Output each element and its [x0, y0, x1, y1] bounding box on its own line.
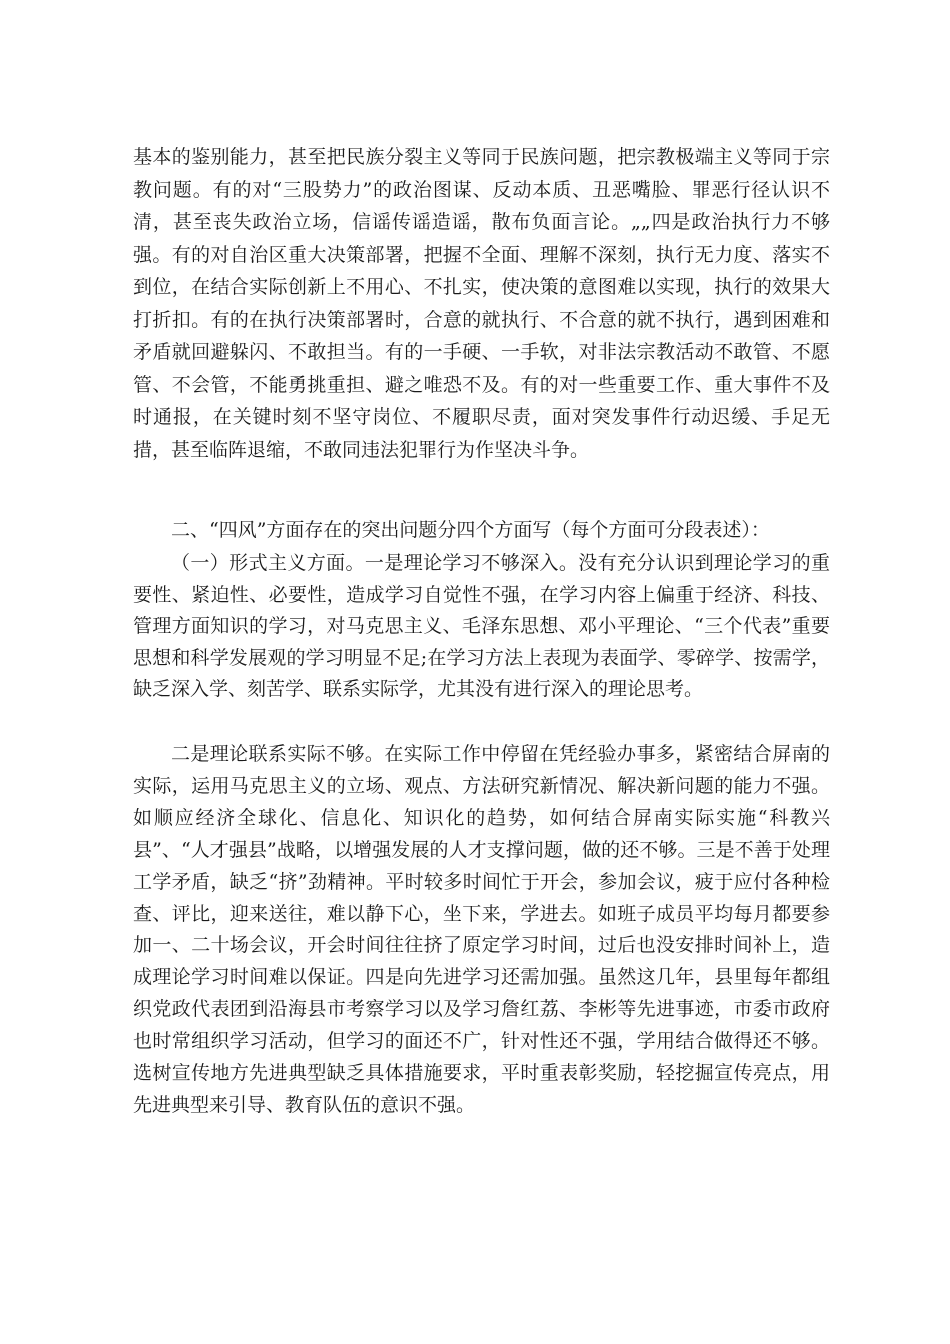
body-paragraph: （一）形式主义方面。一是理论学习不够深入。没有充分认识到理论学习的重要性、紧迫性、必要性，造成学习自觉性不强，在学习内容上偏重于经济、科技、管理方面知识的学习，对马克思主义、毛泽东思想、邓小平理论、“三个代表”重要思想和科学发展观的学习明显不足;在学习方法上表现为表面学、零碎学、按需学，缺乏深入学、刻苦学、联系实际学，尤其没有进行深入的理论思考。 — [133, 552, 830, 701]
section-heading: 二、“四风”方面存在的突出问题分四个方面写（每个方面可分段表述）： — [171, 519, 770, 541]
body-paragraph: 二是理论联系实际不够。在实际工作中停留在凭经验办事多，紧密结合屏南的实际，运用马克思主义的立场、观点、方法研究新情况、解决新问题的能力不强。如顺应经济全球化、信息化、知识化的趋势，如何结合屏南实际实施“科教兴县”、“人才强县”战略，以增强发展的人才支撑问题，做的还不够。三是不善于处理工学矛盾，缺乏“挤”劲精神。平时较多时间忙于开会，参加会议，疲于应付各种检查、评比，迎来送往，难以静下心，坐下来，学进去。如班子成员平均每月都要参加一、二十场会议，开会时间往往挤了原定学习时间，过后也没安排时间补上，造成理论学习时间难以保证。四是向先进学习还需加强。虽然这几年，县里每年都组织党政代表团到沿海县市考察学习以及学习詹红荔、李彬等先进事迹，市委市政府也时常组织学习活动，但学习的面还不广，针对性还不强，学用结合做得还不够。选树宣传地方先进典型缺乏具体措施要求，平时重表彰奖励，轻挖掘宣传亮点，用先进典型来引导、教育队伍的意识不强。 — [133, 743, 830, 1116]
body-paragraph: 基本的鉴别能力，甚至把民族分裂主义等同于民族问题，把宗教极端主义等同于宗教问题。有的对“三股势力”的政治图谋、反动本质、丑恶嘴脸、罪恶行径认识不清，甚至丧失政治立场，信谣传谣造谣，散布负面言论。„„四是政治执行力不够强。有的对自治区重大决策部署，把握不全面、理解不深刻，执行无力度、落实不到位，在结合实际创新上不用心、不扎实，使决策的意图难以实现，执行的效果大打折扣。有的在执行决策部署时，合意的就执行、不合意的就不执行，遇到困难和矛盾就回避躲闪、不敢担当。有的一手硬、一手软，对非法宗教活动不敢管、不愿管、不会管，不能勇挑重担、避之唯恐不及。有的对一些重要工作、重大事件不及时通报，在关键时刻不坚守岗位、不履职尽责，面对突发事件行动迟缓、手足无措，甚至临阵退缩，不敢同违法犯罪行为作坚决斗争。 — [133, 146, 830, 461]
